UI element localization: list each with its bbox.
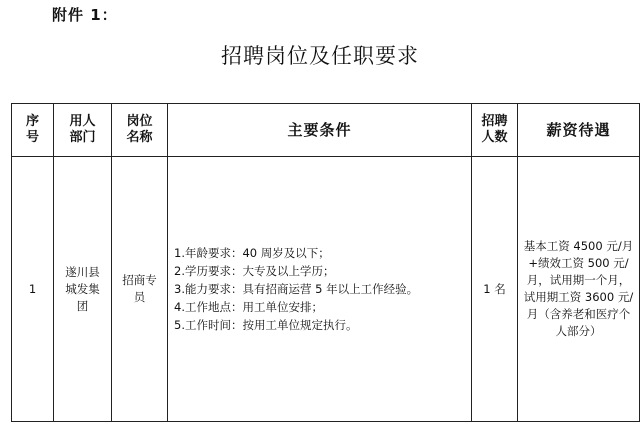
table-header-row [12, 104, 640, 157]
table-row [12, 157, 640, 422]
requirements-list [168, 244, 471, 334]
job-requirements-table [11, 103, 640, 422]
cell-no: 1 [12, 157, 54, 422]
header-post: 岗位名称 [112, 104, 168, 157]
cell-dept: 遂川县城发集团 [54, 157, 112, 422]
document-title: 招聘岗位及任职要求 [221, 44, 419, 68]
cell-salary: 基本工资 4500 元/月+绩效工资 500 元/月，试用期一个月，试用期工资 3600 元/月（含养老和医疗个人部分） [518, 157, 640, 422]
cell-count: 1 名 [472, 157, 518, 422]
header-count: 招聘人数 [472, 104, 518, 157]
requirement-item: 1.年龄要求：40 周岁及以下； [174, 246, 330, 260]
header-dept: 用人部门 [54, 104, 112, 157]
requirement-item: 4.工作地点：用工单位安排； [174, 300, 323, 314]
header-requirements: 主要条件 [168, 104, 472, 157]
cell-post: 招商专员 [112, 157, 168, 422]
requirement-item: 3.能力要求：具有招商运营 5 年以上工作经验。 [174, 282, 419, 296]
requirement-item: 5.工作时间：按用工单位规定执行。 [174, 318, 358, 332]
cell-requirements [168, 157, 472, 422]
header-no: 序号 [12, 104, 54, 157]
attachment-label: 附件 1： [52, 6, 118, 24]
requirement-item: 2.学历要求：大专及以上学历； [174, 264, 335, 278]
header-salary: 薪资待遇 [518, 104, 640, 157]
